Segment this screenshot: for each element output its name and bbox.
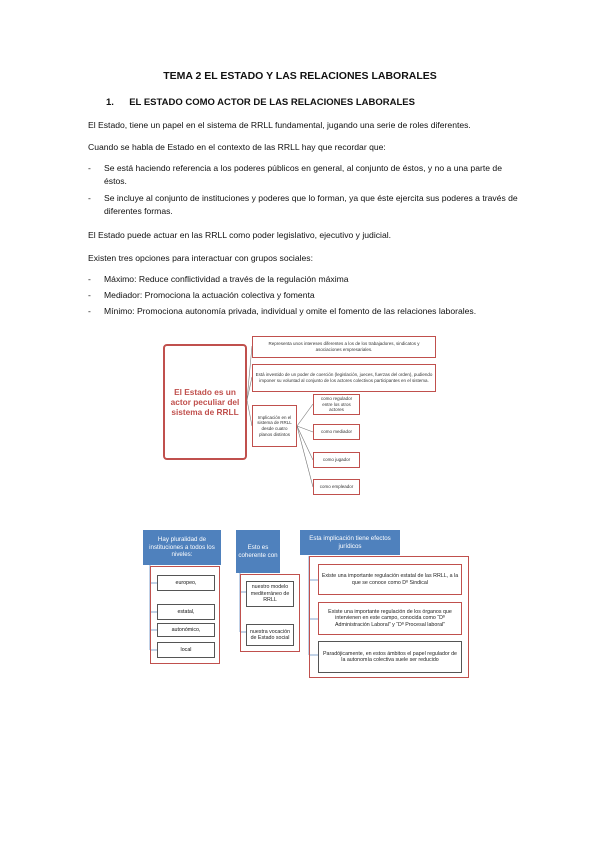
col1-header: Hay pluralidad de instituciones a todos los niveles:: [143, 530, 221, 565]
section-title: EL ESTADO COMO ACTOR DE LAS RELACIONES LABORALES: [129, 97, 415, 108]
col1-item: estatal,: [157, 604, 215, 620]
diagram1-box-interests: Representa unos intereses diferentes a los de los trabajadores, sindicatos y asociaciones empresariales.: [252, 336, 436, 358]
diagram1-box-planes: Implicación en el sistema de RRLL desde cuatro planos distintos: [252, 405, 297, 447]
col1-item: autonómico,: [157, 623, 215, 637]
diagram1-role-mediador: como mediador: [313, 424, 360, 440]
col2-item: nuestra vocación de Estado social: [246, 624, 294, 646]
col3-header: Esta implicación tiene efectos jurídicos: [300, 530, 400, 555]
col3-item: Existe una importante regulación estatal de las RRLL, a la que se conoce como Dº Sindical: [318, 564, 462, 595]
list-item: - Máximo: Reduce conflictividad a través de la regulación máxima: [88, 274, 349, 284]
col1-item: europeo,: [157, 575, 215, 591]
paragraph: Cuando se habla de Estado en el contexto de las RRLL hay que recordar que:: [88, 142, 386, 152]
diagram1-role-jugador: como jugador: [313, 452, 360, 468]
diagram1-role-empleador: como empleador: [313, 479, 360, 495]
list-item: - Mínimo: Promociona autonomía privada, individual y omite el fomento de las relaciones laborales.: [88, 306, 477, 316]
diagram1-box-coercion: Está investido de un poder de coerción (legislación, jueces, fuerzas del orden), pudiendo imponer su voluntad al conjunto de los actores colectivos participantes en el sistema.: [252, 364, 436, 392]
col3-item: Existe una importante regulación de los órganos que intervienen en este campo, conocida como “Dº Administración Laboral” y “Dº Procesal laboral”: [318, 602, 462, 635]
document-title: TEMA 2 EL ESTADO Y LAS RELACIONES LABORALES: [163, 70, 437, 82]
paragraph: El Estado, tiene un papel en el sistema de RRLL fundamental, jugando una serie de roles diferentes.: [88, 120, 471, 130]
list-item: - Se está haciendo referencia a los poderes públicos en general, al conjunto de éstos, y no a una parte de éstos.: [88, 163, 502, 186]
section-number: 1.: [106, 97, 114, 108]
paragraph: El Estado puede actuar en las RRLL como poder legislativo, ejecutivo y judicial.: [88, 230, 392, 240]
col2-item: nuestro modelo mediterráneo de RRLL: [246, 581, 294, 607]
list-item: - Se incluye al conjunto de instituciones y poderes que lo forman, ya que éste ejercita sus poderes a través de diferentes formas.: [88, 193, 518, 216]
list-item: - Mediador: Promociona la actuación colectiva y fomenta: [88, 290, 315, 300]
paragraph: Existen tres opciones para interactuar con grupos sociales:: [88, 253, 313, 263]
diagram1-role-regulador: como regulador entre los otros actores: [313, 394, 360, 415]
diagram1-main-box: El Estado es un actor peculiar del sistema de RRLL: [163, 344, 247, 460]
col3-item: Paradójicamente, en estos ámbitos el papel regulador de la autonomía colectiva suele ser reducido: [318, 641, 462, 673]
col1-item: local: [157, 642, 215, 658]
col2-header: Esto es coherente con: [236, 530, 280, 573]
